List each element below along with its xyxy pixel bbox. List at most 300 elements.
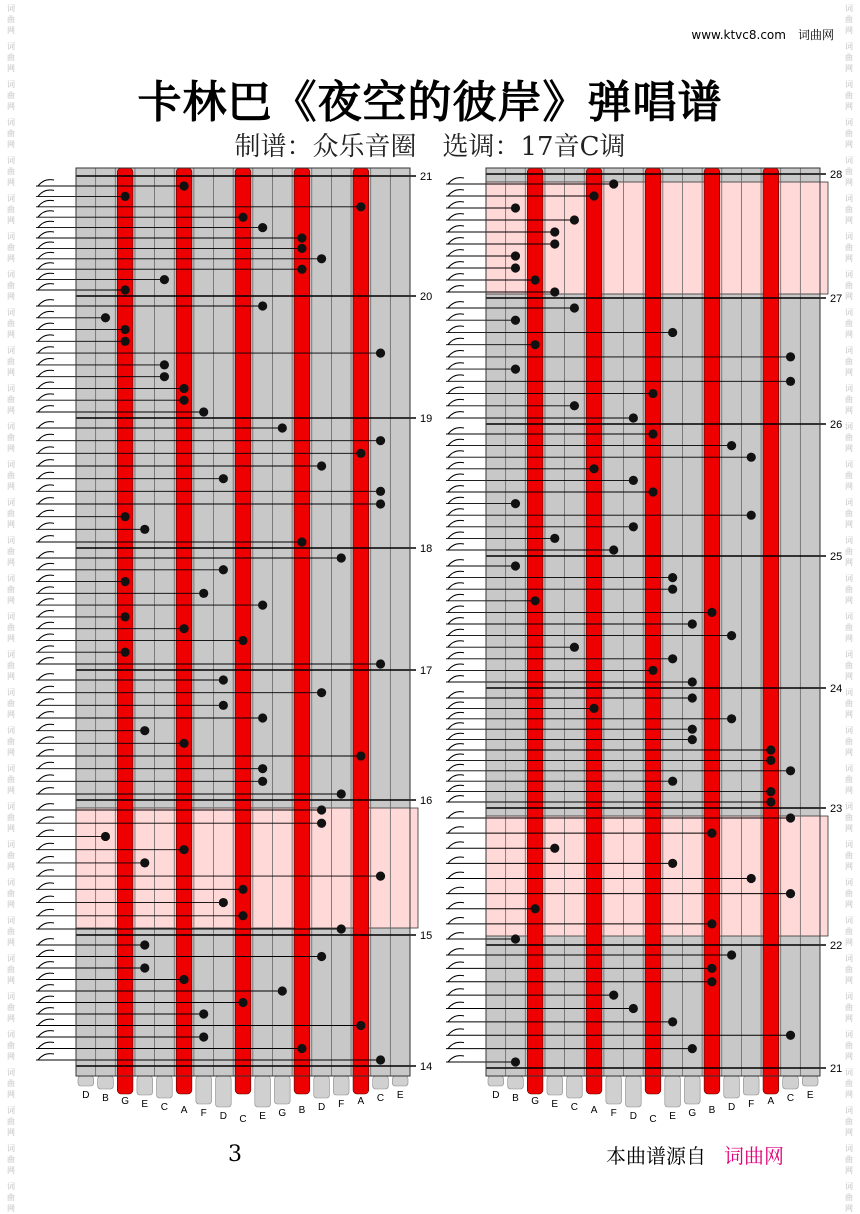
note-dot <box>511 365 520 374</box>
note-flag <box>448 583 464 589</box>
note-flag <box>448 302 464 308</box>
note-flag <box>38 394 54 400</box>
note-dot <box>238 911 247 920</box>
tine-tip <box>606 1076 622 1104</box>
note-flag <box>38 232 54 238</box>
note-dot <box>356 1021 365 1030</box>
note-dot <box>160 360 169 369</box>
note-dot <box>179 975 188 984</box>
note-flag <box>38 510 54 516</box>
note-dot <box>376 487 385 496</box>
note-dot <box>101 832 110 841</box>
note-flag <box>448 544 464 550</box>
measure-number: 14 <box>420 1061 433 1073</box>
note-flag <box>38 1054 54 1060</box>
note-dot <box>648 429 657 438</box>
note-dot <box>707 977 716 986</box>
note-flag <box>38 180 54 186</box>
note-flag <box>38 358 54 364</box>
note-dot <box>511 499 520 508</box>
note-dot <box>766 756 775 765</box>
measure-number: 23 <box>830 803 843 815</box>
note-flag <box>448 664 464 670</box>
note-dot <box>121 285 130 294</box>
note-flag <box>38 460 54 466</box>
note-dot <box>297 537 306 546</box>
note-flag <box>448 949 464 955</box>
tine-tip <box>314 1076 330 1098</box>
note-flag <box>38 775 54 781</box>
note-flag <box>38 939 54 945</box>
note-dot <box>258 601 267 610</box>
note-flag <box>38 370 54 376</box>
note-dot <box>688 735 697 744</box>
key-label: D <box>629 1111 637 1122</box>
note-flag <box>38 646 54 652</box>
note-flag <box>448 214 464 220</box>
note-flag <box>38 622 54 628</box>
key-label: D <box>317 1102 326 1113</box>
note-dot <box>219 898 228 907</box>
note-flag <box>448 363 464 369</box>
note-dot <box>179 181 188 190</box>
key-label: C <box>239 1114 247 1125</box>
tine-tip <box>216 1076 232 1107</box>
tine-tip <box>98 1076 114 1089</box>
measure-number: 21 <box>420 171 433 183</box>
note-dot <box>786 813 795 822</box>
note-flag <box>448 676 464 682</box>
note-dot <box>629 413 638 422</box>
note-dot <box>121 337 130 346</box>
measure-number: 20 <box>420 291 433 303</box>
note-dot <box>589 704 598 713</box>
note-flag <box>38 762 54 768</box>
note-dot <box>747 511 756 520</box>
note-dot <box>179 624 188 633</box>
right-margin-watermark: 词 曲 网 词 曲 网 词 曲 网 词 曲 网 词 曲 网 词 曲 网 词 曲 网 词 曲 网 词 曲 网 词 曲 网 词 曲 网 词 曲 网 词 曲 网 词 曲 网 词 曲 网 词 曲 网 词 曲 网 词 曲 网 词 曲 网 词 曲 网 词 曲 网 词 曲 网 词 曲 网 词 曲 网 词 曲 网 词 曲 网 词 曲 网 词 曲 网 词 曲 网 词 曲 网 词 曲 网 词 曲 网 <box>845 4 853 1213</box>
note-dot <box>570 303 579 312</box>
note-dot <box>550 227 559 236</box>
note-flag <box>38 221 54 227</box>
measure-number: 24 <box>830 683 843 695</box>
note-dot <box>376 659 385 668</box>
note-flag <box>448 933 464 939</box>
tine-tip <box>274 1076 290 1104</box>
note-flag <box>448 594 464 600</box>
measure-number: 25 <box>830 551 843 563</box>
note-dot <box>179 396 188 405</box>
note-dot <box>140 726 149 735</box>
note-flag <box>448 350 464 356</box>
note-flag <box>448 887 464 893</box>
key-label: E <box>806 1090 814 1101</box>
note-flag <box>448 412 464 418</box>
note-flag <box>448 744 464 750</box>
note-dot <box>766 797 775 806</box>
note-dot <box>179 384 188 393</box>
note-dot <box>376 349 385 358</box>
measure-number: 21 <box>830 1063 843 1075</box>
red-tine <box>294 168 310 1094</box>
note-flag <box>38 1031 54 1037</box>
note-dot <box>727 441 736 450</box>
note-dot <box>550 534 559 543</box>
note-flag <box>38 200 54 206</box>
note-flag <box>38 724 54 730</box>
note-dot <box>219 474 228 483</box>
note-dot <box>531 904 540 913</box>
note-dot <box>668 328 677 337</box>
note-dot <box>786 889 795 898</box>
note-flag <box>448 532 464 538</box>
note-flag <box>448 451 464 457</box>
key-label: E <box>396 1090 404 1101</box>
note-flag <box>38 870 54 876</box>
note-flag <box>38 1042 54 1048</box>
note-flag <box>38 563 54 569</box>
note-dot <box>199 1032 208 1041</box>
tine-tip <box>743 1076 759 1095</box>
measure-number: 18 <box>420 543 433 555</box>
note-dot <box>570 215 579 224</box>
key-label: D <box>492 1090 500 1101</box>
note-dot <box>317 952 326 961</box>
note-dot <box>550 239 559 248</box>
note-dot <box>121 648 130 657</box>
measure-number: 27 <box>830 293 843 305</box>
key-label: C <box>160 1102 169 1113</box>
note-flag <box>38 335 54 341</box>
tine-tip <box>157 1076 173 1098</box>
note-flag <box>448 796 464 802</box>
page-subtitle: 制谱：众乐音圈 选调：17音C调 <box>234 132 626 162</box>
note-dot <box>786 1031 795 1040</box>
note-dot <box>121 577 130 586</box>
note-dot <box>511 203 520 212</box>
note-flag <box>38 737 54 743</box>
tine-tip <box>137 1076 153 1095</box>
note-flag <box>38 347 54 353</box>
note-dot <box>668 585 677 594</box>
measure-number: 16 <box>420 795 433 807</box>
note-flag <box>38 536 54 542</box>
note-dot <box>140 858 149 867</box>
note-dot <box>668 654 677 663</box>
note-flag <box>448 827 464 833</box>
note-flag <box>448 497 464 503</box>
note-dot <box>688 677 697 686</box>
note-dot <box>258 713 267 722</box>
key-label: A <box>180 1105 188 1116</box>
note-flag <box>448 387 464 393</box>
key-label: E <box>259 1111 266 1122</box>
note-dot <box>707 608 716 617</box>
note-dot <box>648 487 657 496</box>
note-flag <box>448 314 464 320</box>
note-flag <box>38 923 54 929</box>
note-flag <box>38 699 54 705</box>
note-flag <box>448 1029 464 1035</box>
note-flag <box>38 211 54 217</box>
note-flag <box>448 785 464 791</box>
note-dot <box>356 751 365 760</box>
note-dot <box>707 964 716 973</box>
tine-tip <box>547 1076 563 1095</box>
note-flag <box>448 428 464 434</box>
header-url: www.ktvc8.com 词曲网 <box>691 28 834 42</box>
note-dot <box>609 179 618 188</box>
note-dot <box>688 1044 697 1053</box>
key-label: B <box>102 1093 109 1104</box>
note-flag <box>38 552 54 558</box>
key-label: C <box>786 1093 795 1104</box>
key-label: C <box>376 1093 385 1104</box>
note-flag <box>38 434 54 440</box>
note-dot <box>589 464 598 473</box>
note-flag <box>38 1019 54 1025</box>
note-dot <box>727 714 736 723</box>
note-flag <box>448 560 464 566</box>
key-label: F <box>338 1099 345 1110</box>
note-dot <box>140 525 149 534</box>
note-flag <box>448 692 464 698</box>
note-dot <box>297 1044 306 1053</box>
note-dot <box>376 872 385 881</box>
note-flag <box>38 406 54 412</box>
note-flag <box>448 812 464 818</box>
tine-tip <box>373 1076 389 1089</box>
note-dot <box>179 739 188 748</box>
note-dot <box>668 573 677 582</box>
note-flag <box>448 917 464 923</box>
note-flag <box>38 909 54 915</box>
note-flag <box>448 462 464 468</box>
note-flag <box>448 486 464 492</box>
key-label: F <box>748 1099 755 1110</box>
key-label: G <box>121 1096 130 1107</box>
note-dot <box>121 512 130 521</box>
note-flag <box>448 872 464 878</box>
note-flag <box>38 883 54 889</box>
note-flag <box>448 338 464 344</box>
note-dot <box>589 191 598 200</box>
note-flag <box>448 509 464 515</box>
note-dot <box>238 213 247 222</box>
key-label: D <box>219 1111 227 1122</box>
note-dot <box>629 476 638 485</box>
note-dot <box>727 950 736 959</box>
note-dot <box>219 675 228 684</box>
note-dot <box>511 263 520 272</box>
note-dot <box>668 1017 677 1026</box>
note-flag <box>448 1015 464 1021</box>
note-flag <box>448 723 464 729</box>
note-flag <box>38 962 54 968</box>
note-dot <box>376 499 385 508</box>
note-dot <box>688 725 697 734</box>
note-dot <box>727 631 736 640</box>
note-dot <box>199 589 208 598</box>
note-flag <box>38 856 54 862</box>
note-dot <box>570 643 579 652</box>
key-label: F <box>610 1108 617 1119</box>
note-dot <box>179 845 188 854</box>
measure-number: 26 <box>830 419 843 431</box>
note-flag <box>448 399 464 405</box>
note-dot <box>160 275 169 284</box>
key-label: E <box>551 1099 559 1110</box>
tine-tip <box>488 1076 504 1086</box>
note-dot <box>648 389 657 398</box>
note-dot <box>258 764 267 773</box>
note-dot <box>278 423 287 432</box>
key-label: D <box>82 1090 90 1101</box>
note-dot <box>511 561 520 570</box>
note-dot <box>238 885 247 894</box>
tine-tip <box>508 1076 524 1089</box>
note-flag <box>38 658 54 664</box>
note-flag <box>448 712 464 718</box>
note-dot <box>668 859 677 868</box>
note-dot <box>337 789 346 798</box>
note-flag <box>448 202 464 208</box>
note-dot <box>668 777 677 786</box>
note-dot <box>376 436 385 445</box>
key-label: F <box>200 1108 207 1119</box>
key-label: G <box>688 1108 697 1119</box>
note-flag <box>448 975 464 981</box>
note-dot <box>121 192 130 201</box>
measure-number: 28 <box>830 169 843 181</box>
note-flag <box>38 896 54 902</box>
note-dot <box>707 919 716 928</box>
key-label: B <box>298 1105 306 1116</box>
note-dot <box>199 1009 208 1018</box>
note-flag <box>448 520 464 526</box>
note-flag <box>448 618 464 624</box>
note-flag <box>448 190 464 196</box>
note-flag <box>38 843 54 849</box>
key-label: D <box>727 1102 736 1113</box>
source-site: 词曲网 <box>724 1144 784 1168</box>
note-flag <box>38 973 54 979</box>
note-flag <box>448 641 464 647</box>
note-dot <box>707 829 716 838</box>
page-title: 卡林巴《夜空的彼岸》弹唱谱 <box>137 77 723 128</box>
note-dot <box>317 805 326 814</box>
left-margin-watermark: 词 曲 网 词 曲 网 词 曲 网 词 曲 网 词 曲 网 词 曲 网 词 曲 网 词 曲 网 词 曲 网 词 曲 网 词 曲 网 词 曲 网 词 曲 网 词 曲 网 词 曲 网 词 曲 网 词 曲 网 词 曲 网 词 曲 网 词 曲 网 词 曲 网 词 曲 网 词 曲 网 词 曲 网 词 曲 网 词 曲 网 词 曲 网 词 曲 网 词 曲 网 词 曲 网 词 曲 网 词 曲 网 <box>7 4 15 1213</box>
note-flag <box>448 754 464 760</box>
note-flag <box>448 733 464 739</box>
note-flag <box>38 1008 54 1014</box>
note-flag <box>38 610 54 616</box>
note-flag <box>448 1002 464 1008</box>
note-flag <box>38 485 54 491</box>
note-dot <box>278 986 287 995</box>
note-dot <box>688 693 697 702</box>
tine-tip <box>567 1076 583 1098</box>
note-flag <box>448 375 464 381</box>
note-flag <box>448 962 464 968</box>
note-flag <box>38 587 54 593</box>
tine-tip <box>684 1076 700 1104</box>
note-dot <box>337 924 346 933</box>
note-dot <box>786 766 795 775</box>
source-text: 本曲谱源自 <box>606 1144 706 1168</box>
note-flag <box>38 382 54 388</box>
note-dot <box>511 251 520 260</box>
note-dot <box>786 352 795 361</box>
tine-tip <box>802 1076 818 1086</box>
note-flag <box>448 326 464 332</box>
note-flag <box>448 652 464 658</box>
note-dot <box>121 325 130 334</box>
note-dot <box>160 372 169 381</box>
note-dot <box>317 461 326 470</box>
note-dot <box>219 565 228 574</box>
note-flag <box>448 286 464 292</box>
note-flag <box>38 242 54 248</box>
note-flag <box>448 178 464 184</box>
note-flag <box>448 902 464 908</box>
note-flag <box>38 190 54 196</box>
note-dot <box>550 844 559 853</box>
note-flag <box>38 804 54 810</box>
note-flag <box>38 472 54 478</box>
key-label: E <box>669 1111 676 1122</box>
note-flag <box>448 274 464 280</box>
note-dot <box>688 619 697 628</box>
note-flag <box>448 439 464 445</box>
note-dot <box>629 1004 638 1013</box>
note-flag <box>448 702 464 708</box>
tine-tip <box>333 1076 349 1095</box>
note-dot <box>570 401 579 410</box>
note-dot <box>258 777 267 786</box>
note-dot <box>609 991 618 1000</box>
note-flag <box>448 1056 464 1062</box>
note-flag <box>38 523 54 529</box>
note-flag <box>448 238 464 244</box>
note-flag <box>38 674 54 680</box>
note-dot <box>140 940 149 949</box>
note-dot <box>356 202 365 211</box>
note-dot <box>766 745 775 754</box>
measure-number: 17 <box>420 665 433 677</box>
note-flag <box>38 686 54 692</box>
note-flag <box>38 750 54 756</box>
tine-tip <box>78 1076 94 1086</box>
red-tine <box>117 168 133 1094</box>
key-label: A <box>590 1105 598 1116</box>
note-flag <box>38 273 54 279</box>
note-flag <box>38 985 54 991</box>
key-label: A <box>357 1096 365 1107</box>
note-flag <box>38 252 54 258</box>
note-dot <box>531 596 540 605</box>
note-flag <box>448 989 464 995</box>
note-flag <box>448 764 464 770</box>
note-dot <box>511 1057 520 1066</box>
measure-number: 22 <box>830 940 843 952</box>
tine-tip <box>665 1076 681 1107</box>
note-flag <box>38 498 54 504</box>
note-dot <box>531 275 540 284</box>
note-dot <box>356 449 365 458</box>
note-flag <box>38 323 54 329</box>
note-flag <box>38 447 54 453</box>
